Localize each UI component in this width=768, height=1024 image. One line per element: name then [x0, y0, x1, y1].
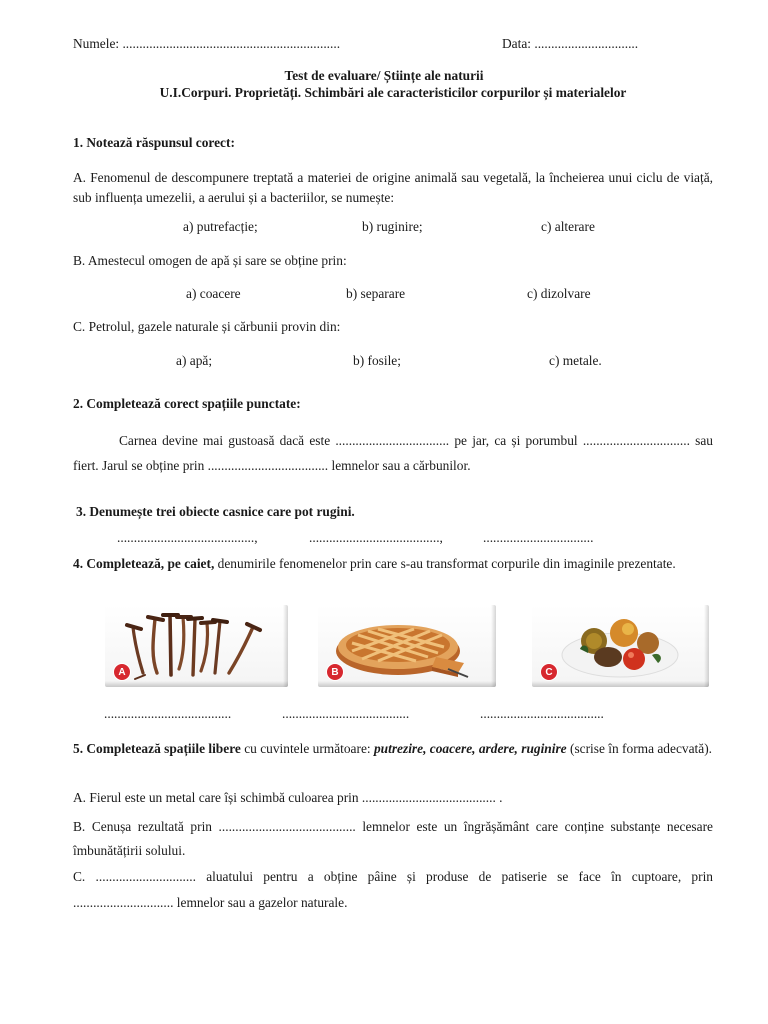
rusty-nails-icon [105, 605, 288, 687]
q1-a-option-b: b) ruginire; [362, 219, 423, 234]
q1-b-text: B. Amestecul omogen de apă și sare se obține prin: [73, 253, 347, 268]
q3-blank-2[interactable]: ......................................., [309, 530, 443, 545]
image-card-a-shadow-right [283, 605, 288, 687]
image-card-c-shadow [532, 681, 709, 687]
q4-heading-rest: denumirile fenomenelor prin care s-au transformat corpurile din imaginile prezentate. [214, 556, 676, 571]
q5-heading-words: putrezire, coacere, ardere, ruginire [373, 741, 567, 756]
q3-blank-3[interactable]: ................................. [483, 530, 594, 545]
q1-a-option-c: c) alterare [541, 219, 595, 234]
q5-heading-end: (scrise în forma adecvată). [566, 741, 713, 756]
image-card-c [532, 605, 709, 687]
q5-heading-bold: 5. Completează spațiile libere [73, 741, 241, 756]
q1-c-text: C. Petrolul, gazele naturale și cărbunii provin din: [73, 319, 341, 334]
q1-c-option-c: c) metale. [549, 353, 602, 368]
q1-b-option-b: b) separare [346, 286, 406, 301]
q1-c-option-b: b) fosile; [353, 353, 401, 368]
q1-c-option-a: a) apă; [176, 353, 213, 368]
q5-a-text: A. Fierul este un metal care își schimbă culoarea prin ........................................ . [73, 790, 503, 805]
q4-blank-c[interactable]: ..................................... [480, 706, 604, 721]
q4-heading [73, 554, 713, 574]
image-card-b [318, 605, 496, 687]
image-card-b-shadow [318, 681, 496, 687]
q5-c-text: C. .............................. aluatului pentru a obține pâine și produse de patiserie se face în cuptoare, prin .............................. lemnelor sau a gazelor naturale. [73, 869, 713, 910]
image-card-a [105, 605, 288, 687]
image-card-c-shadow-right [704, 605, 709, 687]
image-label-badge-c: C [540, 663, 558, 681]
q1-b-option-c: c) dizolvare [527, 286, 591, 301]
q1-a-text: A. Fenomenul de descompunere treptată a materiei de origine animală sau vegetală, la încheierea unui ciclu de viață, sub influența umezelii, a aerului și a bacteriilor, se numește: [73, 170, 713, 205]
date-field-label: Data: ............................... [502, 36, 639, 51]
image-card-b-shadow-right [491, 605, 496, 687]
test-subtitle: U.I.Corpuri. Proprietăți. Schimbări ale caracteristicilor corpurilor și materialelor [159, 85, 627, 100]
image-label-badge-b: B [326, 663, 344, 681]
name-field-label: Numele: ................................................................. [73, 36, 341, 51]
q5-heading-mid: cu cuvintele următoare: [240, 741, 374, 756]
q3-heading: 3. Denumește trei obiecte casnice care pot rugini. [76, 504, 355, 519]
q4-heading-bold: 4. Completează, pe caiet, [73, 556, 215, 571]
baked-pie-icon [318, 605, 496, 687]
image-label-badge-a: A [113, 663, 131, 681]
rotten-fruit-icon [532, 605, 709, 687]
image-card-a-shadow [105, 681, 288, 687]
q1-a-option-a: a) putrefacție; [183, 219, 258, 234]
test-title: Test de evaluare/ Științe ale naturii [284, 68, 484, 83]
q1-heading: 1. Notează răspunsul corect: [73, 135, 235, 150]
q5-heading [73, 739, 713, 759]
q4-blank-b[interactable]: ...................................... [282, 706, 410, 721]
q3-blank-1[interactable]: ........................................., [117, 530, 258, 545]
q2-text: Carnea devine mai gustoasă dacă este .................................. pe jar, ca și porumbul ................................ sau fiert. Jarul se obține prin .................................... lemnelor sau a cărbunilor. [73, 433, 713, 473]
q1-b-option-a: a) coacere [186, 286, 241, 301]
q5-b-text: B. Cenușa rezultată prin ......................................... lemnelor este un îngrășământ care conține substanțe necesare îmbunătățirii solului. [73, 819, 713, 858]
q2-heading: 2. Completează corect spațiile punctate: [73, 396, 301, 411]
q4-blank-a[interactable]: ...................................... [104, 706, 232, 721]
